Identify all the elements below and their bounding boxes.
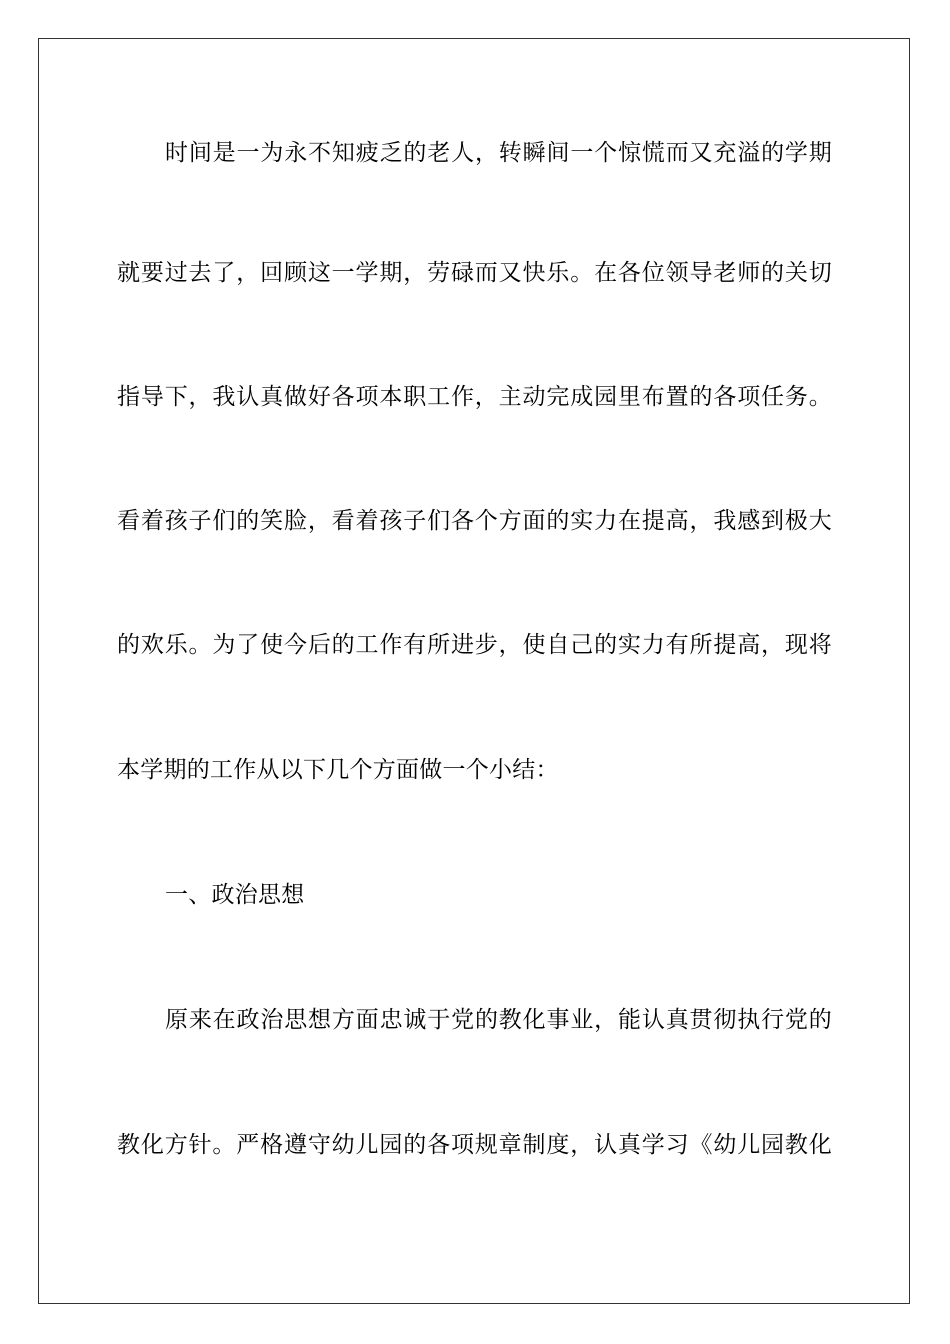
section-heading-political-thought: 一、政治思想 [165,882,305,908]
page-frame [38,38,910,1304]
paragraph-2-line-1: 原来在政治思想方面忠诚于党的教化事业，能认真贯彻执行党的 [165,1007,832,1033]
paragraph-2-line-2: 教化方针。严格遵守幼儿园的各项规章制度，认真学习《幼儿园教化 [117,1132,832,1158]
paragraph-1-line-1: 时间是一为永不知疲乏的老人，转瞬间一个惊慌而又充溢的学期 [165,140,832,166]
paragraph-1-line-5: 的欢乐。为了使今后的工作有所进步，使自己的实力有所提高，现将 [117,632,832,658]
paragraph-1-line-3: 指导下，我认真做好各项本职工作，主动完成园里布置的各项任务。 [117,384,832,410]
paragraph-1-line-6: 本学期的工作从以下几个方面做一个小结： [117,757,559,783]
paragraph-1-line-4: 看着孩子们的笑脸，看着孩子们各个方面的实力在提高，我感到极大 [117,508,832,534]
paragraph-1-line-2: 就要过去了，回顾这一学期，劳碌而又快乐。在各位领导老师的关切 [117,260,832,286]
